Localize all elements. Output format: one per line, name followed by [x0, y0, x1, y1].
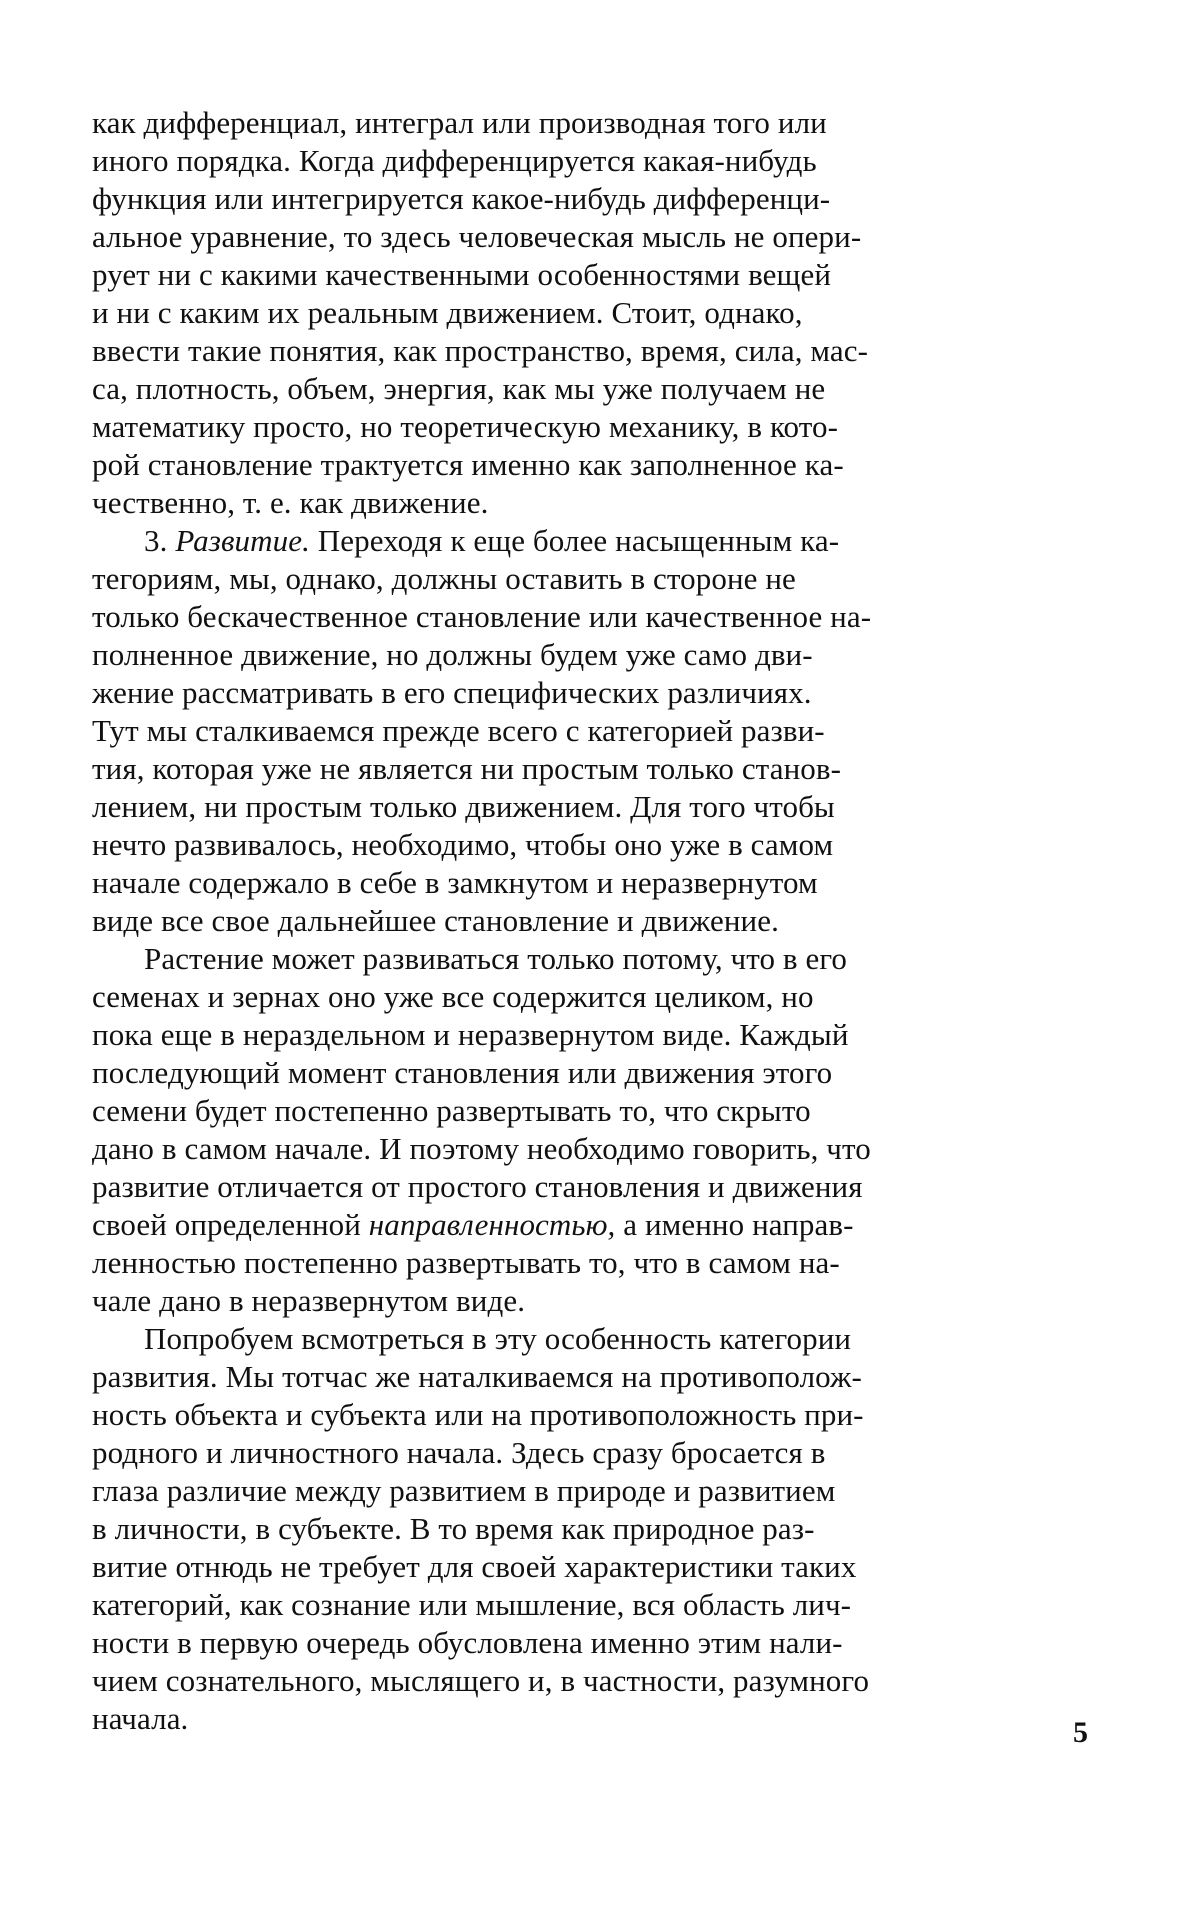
text-line: лением, ни простым только движением. Для того чтобы	[92, 789, 835, 824]
paragraph-1	[92, 104, 1088, 522]
text-line: тегориям, мы, однако, должны оставить в стороне не	[92, 561, 796, 596]
text-line: полненное движение, но должны будем уже само дви-	[92, 637, 813, 672]
text-line: только бескачественное становление или качественное на-	[92, 599, 872, 634]
text-line: альное уравнение, то здесь человеческая мысль не опери-	[92, 219, 862, 254]
text-fragment: своей определенной	[92, 1207, 361, 1242]
text-line: математику просто, но теоретическую механику, в кото-	[92, 409, 838, 444]
text-line: ввести такие понятия, как пространство, время, сила, мас-	[92, 333, 869, 368]
section-number: 3.	[144, 523, 168, 558]
text-line: родного и личностного начала. Здесь сразу бросается в	[92, 1435, 826, 1470]
paragraph-2	[92, 522, 1088, 940]
text-line: ность объекта и субъекта или на противоположность при-	[92, 1397, 864, 1432]
text-line: последующий момент становления или движения этого	[92, 1055, 833, 1090]
text-line: начала.	[92, 1701, 189, 1736]
text-line: развития. Мы тотчас же наталкиваемся на противополож-	[92, 1359, 862, 1394]
text-line: виде все свое дальнейшее становление и движение.	[92, 903, 779, 938]
paragraph-4	[92, 1320, 1088, 1738]
text-line: семенах и зернах оно уже все содержится целиком, но	[92, 979, 814, 1014]
text-line: начале содержало в себе в замкнутом и неразвернутом	[92, 865, 818, 900]
text-line: в личности, в субъекте. В то время как природное раз-	[92, 1511, 815, 1546]
text-line: тия, которая уже не является ни простым только станов-	[92, 751, 842, 786]
text-line: развитие отличается от простого становления и движения	[92, 1169, 863, 1204]
text-line: дано в самом начале. И поэтому необходимо говорить, что	[92, 1131, 871, 1166]
text-line: витие отнюдь не требует для своей характеристики таких	[92, 1549, 857, 1584]
text-line: категорий, как сознание или мышление, вся область лич-	[92, 1587, 852, 1622]
paragraph-3	[92, 940, 1088, 1320]
text-line: семени будет постепенно развертывать то, что скрыто	[92, 1093, 811, 1128]
text-line: глаза различие между развитием в природе и развитием	[92, 1473, 836, 1508]
text-line: Тут мы сталкиваемся прежде всего с категорией разви-	[92, 713, 825, 748]
text-line: рует ни с какими качественными особенностями вещей	[92, 257, 832, 292]
text-line: ности в первую очередь обусловлена именно этим нали-	[92, 1625, 843, 1660]
text-line: нечто развивалось, необходимо, чтобы оно уже в самом	[92, 827, 834, 862]
text-line: чале дано в неразвернутом виде.	[92, 1283, 526, 1318]
text-line: и ни с каким их реальным движением. Стоит, однако,	[92, 295, 803, 330]
text-line: Растение может развиваться только потому, что в его	[144, 941, 848, 976]
text-line: функция или интегрируется какое-нибудь дифференци-	[92, 181, 831, 216]
emphasis-line	[92, 1206, 1088, 1244]
text-fragment: Переходя к еще более насыщенным ка-	[317, 523, 840, 558]
text-line: жение рассматривать в его специфических различиях.	[92, 675, 812, 710]
section-heading-line	[92, 522, 1088, 560]
emphasized-term: направленностью,	[368, 1207, 616, 1242]
text-line: Попробуем всмотреться в эту особенность категории	[144, 1321, 852, 1356]
text-fragment: а именно направ-	[623, 1207, 854, 1242]
text-line: пока еще в нераздельном и неразвернутом виде. Каждый	[92, 1017, 849, 1052]
text-line: как дифференциал, интеграл или производная того или	[92, 105, 827, 140]
text-line: рой становление трактуется именно как заполненное ка-	[92, 447, 844, 482]
section-title: Развитие.	[175, 523, 310, 558]
text-line: са, плотность, объем, энергия, как мы уже получаем не	[92, 371, 826, 406]
page-number: 5	[1073, 1716, 1088, 1749]
text-line: иного порядка. Когда дифференцируется какая-нибудь	[92, 143, 817, 178]
text-line: ленностью постепенно развертывать то, что в самом на-	[92, 1245, 840, 1280]
text-line: чием сознательного, мыслящего и, в частности, разумного	[92, 1663, 870, 1698]
text-line: чественно, т. е. как движение.	[92, 485, 489, 520]
text-column	[92, 104, 1088, 1738]
